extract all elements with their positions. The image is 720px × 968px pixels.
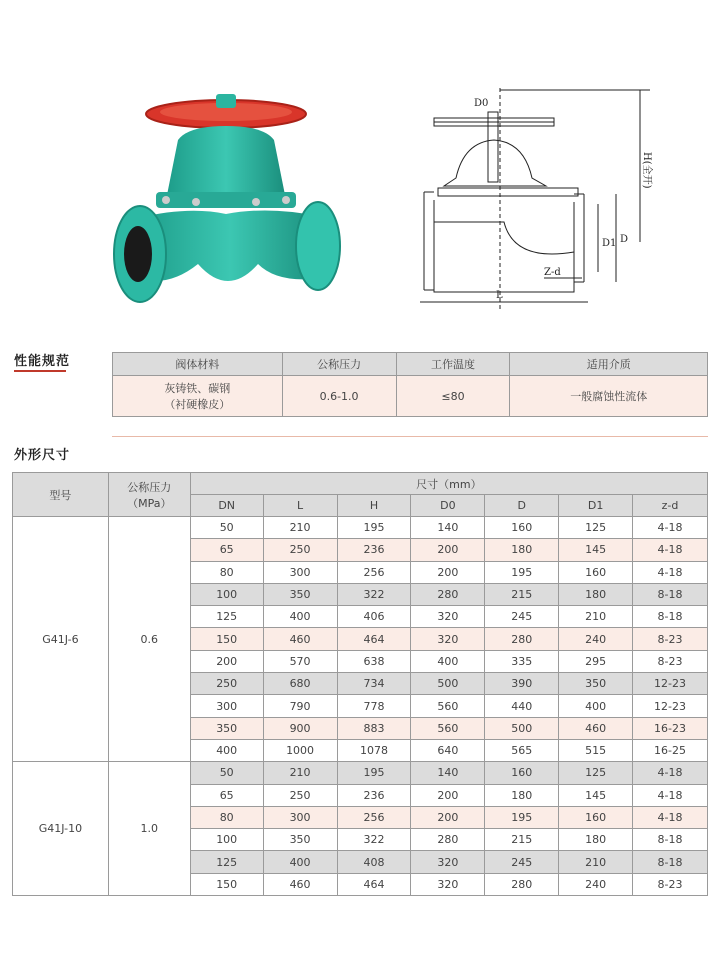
label-d1: D1 bbox=[602, 238, 617, 249]
table-cell: 245 bbox=[485, 606, 559, 628]
table-cell: 460 bbox=[263, 628, 337, 650]
table-cell: 150 bbox=[190, 628, 263, 650]
table-cell: 195 bbox=[485, 806, 559, 828]
performance-title-underline bbox=[14, 370, 66, 372]
table-cell: 80 bbox=[190, 561, 263, 583]
table-cell: 16-25 bbox=[633, 739, 708, 761]
header-d: D bbox=[485, 495, 559, 517]
pressure-cell: 0.6-1.0 bbox=[282, 376, 396, 417]
table-cell: 350 bbox=[559, 673, 633, 695]
dimensions-body bbox=[13, 517, 708, 896]
table-cell: 350 bbox=[190, 717, 263, 739]
header-d1: D1 bbox=[559, 495, 633, 517]
table-cell: 400 bbox=[411, 650, 485, 672]
table-cell: 500 bbox=[485, 717, 559, 739]
material-line1: 灰铸铁、碳钢 bbox=[164, 382, 231, 395]
section-divider bbox=[112, 436, 708, 437]
table-cell: 350 bbox=[263, 583, 337, 605]
table-cell: 1078 bbox=[337, 739, 411, 761]
table-cell: 400 bbox=[190, 739, 263, 761]
table-cell: 200 bbox=[411, 539, 485, 561]
table-cell: 400 bbox=[263, 851, 337, 873]
table-cell: 320 bbox=[411, 851, 485, 873]
header-pressure-line2: （MPa） bbox=[127, 496, 172, 510]
model-cell: G41J-10 bbox=[13, 762, 109, 896]
table-cell: 195 bbox=[337, 762, 411, 784]
table-cell: 295 bbox=[559, 650, 633, 672]
header-d0: D0 bbox=[411, 495, 485, 517]
label-d: D bbox=[620, 234, 629, 245]
table-cell: 280 bbox=[411, 829, 485, 851]
header-pressure: 公称压力 bbox=[282, 353, 396, 376]
table-cell: 280 bbox=[485, 873, 559, 895]
header-temperature: 工作温度 bbox=[396, 353, 510, 376]
table-cell: 250 bbox=[263, 784, 337, 806]
group-pressure-cell: 0.6 bbox=[108, 517, 190, 762]
dimensions-header-row-1 bbox=[13, 473, 708, 495]
valve-photo bbox=[108, 88, 352, 336]
header-model: 型号 bbox=[13, 473, 109, 517]
label-l: L bbox=[496, 290, 503, 301]
label-h: H(全开) bbox=[641, 152, 652, 189]
table-row bbox=[13, 762, 708, 784]
table-cell: 195 bbox=[337, 517, 411, 539]
table-cell: 200 bbox=[411, 784, 485, 806]
table-cell: 900 bbox=[263, 717, 337, 739]
table-cell: 65 bbox=[190, 539, 263, 561]
table-cell: 50 bbox=[190, 517, 263, 539]
table-cell: 8-18 bbox=[633, 851, 708, 873]
table-cell: 4-18 bbox=[633, 806, 708, 828]
valve-drawing bbox=[404, 82, 654, 312]
table-cell: 12-23 bbox=[633, 695, 708, 717]
table-cell: 1000 bbox=[263, 739, 337, 761]
table-cell: 160 bbox=[485, 762, 559, 784]
table-cell: 240 bbox=[559, 628, 633, 650]
performance-title: 性能规范 bbox=[14, 354, 71, 369]
table-cell: 180 bbox=[559, 583, 633, 605]
table-cell: 464 bbox=[337, 628, 411, 650]
table-cell: 145 bbox=[559, 539, 633, 561]
header-material: 阀体材料 bbox=[113, 353, 283, 376]
table-cell: 320 bbox=[411, 873, 485, 895]
table-cell: 145 bbox=[559, 784, 633, 806]
table-cell: 560 bbox=[411, 717, 485, 739]
table-cell: 680 bbox=[263, 673, 337, 695]
table-cell: 250 bbox=[263, 539, 337, 561]
table-cell: 125 bbox=[190, 851, 263, 873]
table-cell: 440 bbox=[485, 695, 559, 717]
table-cell: 322 bbox=[337, 829, 411, 851]
material-cell bbox=[113, 376, 283, 417]
label-zd: Z-d bbox=[544, 267, 561, 278]
table-cell: 80 bbox=[190, 806, 263, 828]
table-cell: 8-23 bbox=[633, 650, 708, 672]
header-zd: z-d bbox=[633, 495, 708, 517]
header-size: 尺寸（mm） bbox=[190, 473, 707, 495]
table-cell: 160 bbox=[485, 517, 559, 539]
table-cell: 335 bbox=[485, 650, 559, 672]
product-figures bbox=[0, 0, 720, 340]
table-cell: 210 bbox=[263, 517, 337, 539]
table-cell: 320 bbox=[411, 628, 485, 650]
table-cell: 8-18 bbox=[633, 829, 708, 851]
table-cell: 8-18 bbox=[633, 606, 708, 628]
performance-value-row bbox=[113, 376, 708, 417]
table-cell: 560 bbox=[411, 695, 485, 717]
table-cell: 8-23 bbox=[633, 873, 708, 895]
table-cell: 300 bbox=[263, 806, 337, 828]
table-cell: 200 bbox=[411, 806, 485, 828]
table-cell: 350 bbox=[263, 829, 337, 851]
table-cell: 236 bbox=[337, 539, 411, 561]
table-cell: 322 bbox=[337, 583, 411, 605]
table-cell: 4-18 bbox=[633, 784, 708, 806]
table-cell: 195 bbox=[485, 561, 559, 583]
table-cell: 240 bbox=[559, 873, 633, 895]
performance-table bbox=[112, 352, 708, 417]
table-cell: 4-18 bbox=[633, 517, 708, 539]
header-h: H bbox=[337, 495, 411, 517]
table-cell: 460 bbox=[263, 873, 337, 895]
model-cell: G41J-6 bbox=[13, 517, 109, 762]
table-cell: 640 bbox=[411, 739, 485, 761]
dimensions-title: 外形尺寸 bbox=[14, 448, 71, 463]
table-cell: 790 bbox=[263, 695, 337, 717]
table-cell: 12-23 bbox=[633, 673, 708, 695]
table-cell: 180 bbox=[485, 539, 559, 561]
table-cell: 180 bbox=[485, 784, 559, 806]
table-cell: 125 bbox=[190, 606, 263, 628]
table-cell: 4-18 bbox=[633, 762, 708, 784]
table-cell: 883 bbox=[337, 717, 411, 739]
table-cell: 215 bbox=[485, 583, 559, 605]
table-cell: 210 bbox=[263, 762, 337, 784]
group-pressure-cell: 1.0 bbox=[108, 762, 190, 896]
header-medium: 适用介质 bbox=[510, 353, 708, 376]
table-cell: 280 bbox=[485, 628, 559, 650]
table-cell: 100 bbox=[190, 583, 263, 605]
table-cell: 65 bbox=[190, 784, 263, 806]
table-cell: 515 bbox=[559, 739, 633, 761]
table-cell: 200 bbox=[411, 561, 485, 583]
table-cell: 180 bbox=[559, 829, 633, 851]
table-cell: 8-23 bbox=[633, 628, 708, 650]
table-cell: 565 bbox=[485, 739, 559, 761]
table-cell: 256 bbox=[337, 806, 411, 828]
table-cell: 140 bbox=[411, 517, 485, 539]
material-line2: （衬硬橡皮） bbox=[164, 398, 231, 411]
table-cell: 778 bbox=[337, 695, 411, 717]
table-cell: 300 bbox=[190, 695, 263, 717]
table-cell: 570 bbox=[263, 650, 337, 672]
table-cell: 408 bbox=[337, 851, 411, 873]
label-d0: D0 bbox=[474, 98, 489, 109]
table-cell: 210 bbox=[559, 851, 633, 873]
table-cell: 734 bbox=[337, 673, 411, 695]
table-cell: 390 bbox=[485, 673, 559, 695]
table-cell: 140 bbox=[411, 762, 485, 784]
table-cell: 50 bbox=[190, 762, 263, 784]
table-cell: 280 bbox=[411, 583, 485, 605]
table-cell: 125 bbox=[559, 762, 633, 784]
table-cell: 8-18 bbox=[633, 583, 708, 605]
temperature-cell: ≤80 bbox=[396, 376, 510, 417]
table-cell: 245 bbox=[485, 851, 559, 873]
table-row bbox=[13, 517, 708, 539]
table-cell: 4-18 bbox=[633, 561, 708, 583]
table-cell: 4-18 bbox=[633, 539, 708, 561]
medium-cell: 一般腐蚀性流体 bbox=[510, 376, 708, 417]
table-cell: 200 bbox=[190, 650, 263, 672]
table-cell: 160 bbox=[559, 806, 633, 828]
header-pressure-line1: 公称压力 bbox=[127, 480, 172, 494]
table-cell: 320 bbox=[411, 606, 485, 628]
table-cell: 400 bbox=[263, 606, 337, 628]
header-nominal-pressure bbox=[108, 473, 190, 517]
table-cell: 406 bbox=[337, 606, 411, 628]
table-cell: 400 bbox=[559, 695, 633, 717]
dimensions-table bbox=[12, 472, 708, 896]
table-cell: 500 bbox=[411, 673, 485, 695]
table-cell: 638 bbox=[337, 650, 411, 672]
table-cell: 464 bbox=[337, 873, 411, 895]
table-cell: 300 bbox=[263, 561, 337, 583]
header-dn: DN bbox=[190, 495, 263, 517]
table-cell: 125 bbox=[559, 517, 633, 539]
table-cell: 150 bbox=[190, 873, 263, 895]
table-cell: 210 bbox=[559, 606, 633, 628]
table-cell: 236 bbox=[337, 784, 411, 806]
table-cell: 16-23 bbox=[633, 717, 708, 739]
table-cell: 460 bbox=[559, 717, 633, 739]
table-cell: 100 bbox=[190, 829, 263, 851]
table-cell: 250 bbox=[190, 673, 263, 695]
header-l: L bbox=[263, 495, 337, 517]
table-cell: 256 bbox=[337, 561, 411, 583]
performance-header-row bbox=[113, 353, 708, 376]
table-cell: 215 bbox=[485, 829, 559, 851]
table-cell: 160 bbox=[559, 561, 633, 583]
